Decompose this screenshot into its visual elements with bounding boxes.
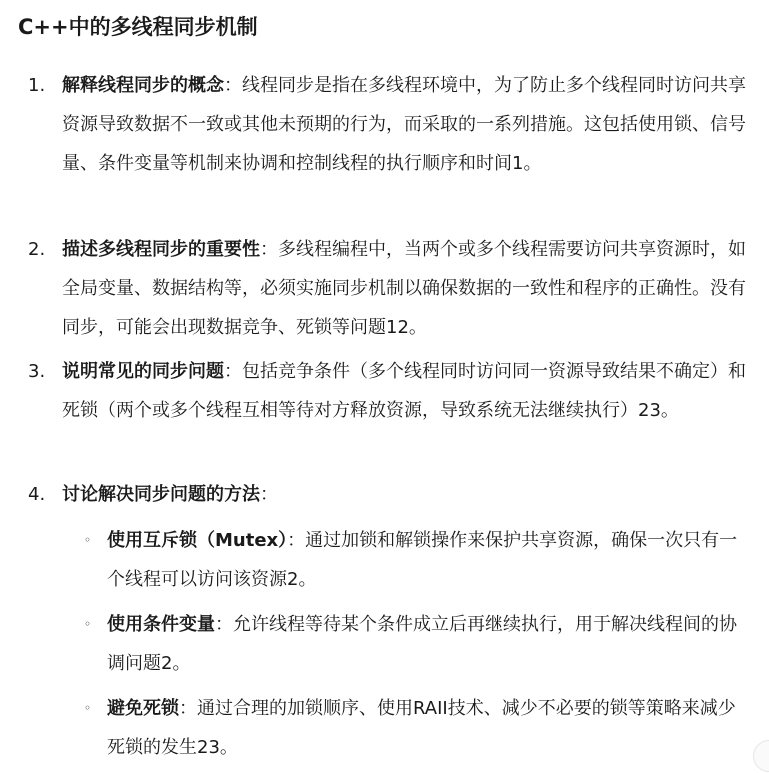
sub-item-heading: 避免死锁 [107,698,179,719]
sub-item-heading: 使用条件变量 [107,614,215,635]
sub-item-body [107,521,752,599]
sub-item-heading: 使用互斥锁（Mutex） [107,530,288,551]
item-text: ： [260,484,278,505]
item-body [62,230,752,347]
sub-item-text: ：允许线程等待某个条件成立后再继续执行，用于解决线程间的协调问题2。 [107,614,737,674]
bullet-icon: ◦ [84,701,92,715]
item-heading: 说明常见的同步问题 [62,361,224,382]
item-text: ：包括竞争条件（多个线程同时访问同一资源导致结果不确定）和死锁（两个或多个线程互相等待对方释放资源，导致系统无法继续执行）23。 [62,361,746,421]
item-number: 4. [28,484,46,505]
page-title: C++中的多线程同步机制 [18,15,258,39]
bullet-icon: ◦ [84,617,92,631]
item-heading: 解释线程同步的概念 [62,75,224,96]
item-body [62,475,752,514]
scroll-to-top-button[interactable] [753,740,769,772]
item-body [62,352,752,430]
sub-item-body [107,689,752,767]
sub-item-body [107,605,752,683]
item-text: ：线程同步是指在多线程环境中，为了防止多个线程同时访问共享资源导致数据不一致或其他未预期的行为，而采取的一系列措施。这包括使用锁、信号量、条件变量等机制来协调和控制线程的执行顺序和时间1。 [62,75,746,174]
item-text: ：多线程编程中，当两个或多个线程需要访问共享资源时，如全局变量、数据结构等，必须实施同步机制以确保数据的一致性和程序的正确性。没有同步，可能会出现数据竞争、死锁等问题12。 [62,239,746,338]
item-body [62,66,752,183]
bullet-icon: ◦ [84,533,92,547]
sub-item-text: ：通过加锁和解锁操作来保护共享资源，确保一次只有一个线程可以访问该资源2。 [107,530,738,590]
sub-item-text: ：通过合理的加锁顺序、使用RAII技术、减少不必要的锁等策略来减少死锁的发生23。 [107,698,736,758]
item-heading: 讨论解决同步问题的方法 [62,484,260,505]
item-heading: 描述多线程同步的重要性 [62,239,260,260]
item-number: 1. [28,75,46,96]
item-number: 3. [28,361,46,382]
item-number: 2. [28,239,46,260]
